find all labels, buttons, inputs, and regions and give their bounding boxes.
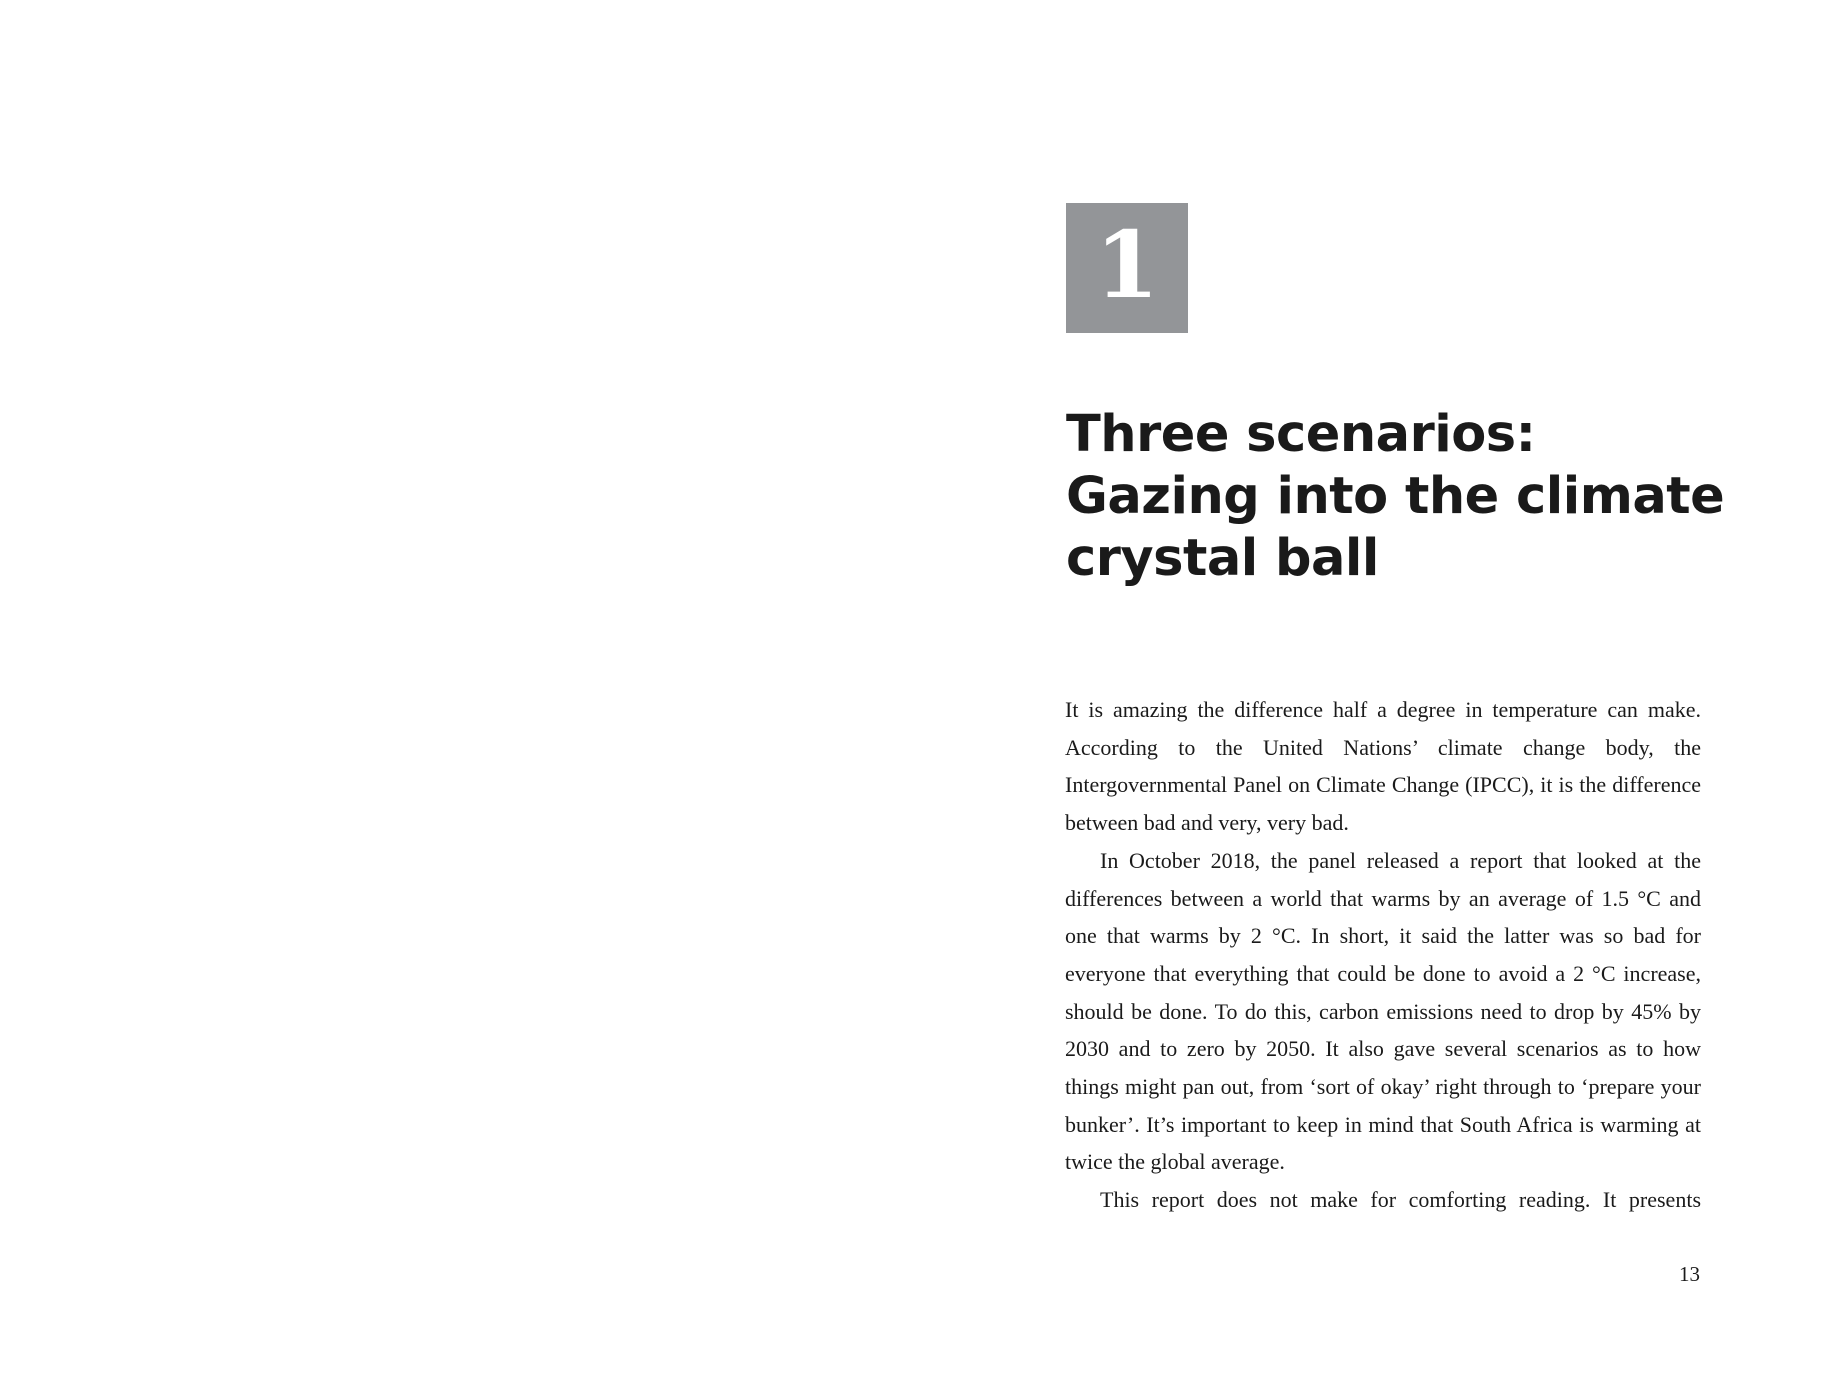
- chapter-number-box: [1066, 203, 1188, 333]
- chapter-number: 1: [1094, 211, 1159, 319]
- chapter-title: [1066, 404, 1766, 590]
- chapter-title-line-3: crystal ball: [1066, 529, 1379, 588]
- paragraph-2: In October 2018, the panel released a report that looked at the differences between a world that warms by an average of 1.5 °C and one that warms by 2 °C. In short, it said the latter was so bad for everyone that everything that could be done to avoid a 2 °C increase, should be done. To do this, carbon emissions need to drop by 45% by 2030 and to zero by 2050. It also gave several scenarios as to how things might pan out, from ‘sort of okay’ right through to ‘prepare your bunker’. It’s important to keep in mind that South Africa is warming at twice the global average.: [1065, 847, 1701, 1175]
- chapter-title-line-1: Three scenarios:: [1066, 405, 1536, 464]
- body-text: [1065, 691, 1701, 1219]
- chapter-title-line-2: Gazing into the climate: [1066, 467, 1725, 526]
- left-page-blank: [0, 0, 921, 1382]
- paragraph-1: It is amazing the difference half a degree in temperature can make. According to the United Nations’ climate change body, the Intergovernmental Panel on Climate Change (IPCC), it is the difference between bad and very, very bad.: [1065, 697, 1701, 836]
- paragraph-3: This report does not make for comforting reading. It presents: [1100, 1187, 1701, 1213]
- page-number: 13: [1679, 1262, 1700, 1286]
